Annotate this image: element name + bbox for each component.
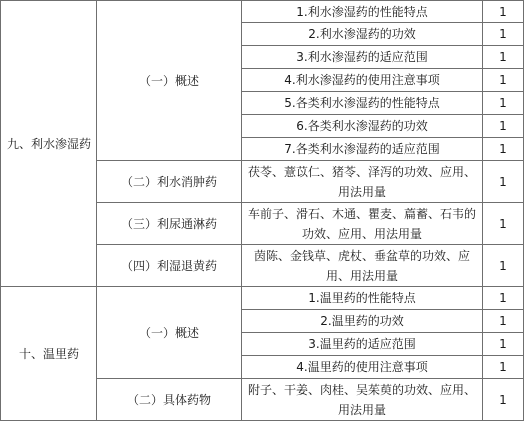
level-cell: 1 (483, 46, 524, 69)
level-cell: 1 (483, 69, 524, 92)
section-cell: （四）利湿退黄药 (97, 245, 242, 287)
point-cell: 4.利水渗湿药的使用注意事项 (242, 69, 483, 92)
point-cell: 车前子、滑石、木通、瞿麦、萹蓄、石韦的功效、应用、用法用量 (242, 203, 483, 245)
level-cell: 1 (483, 203, 524, 245)
point-cell: 3.温里药的适应范围 (242, 333, 483, 356)
level-cell: 1 (483, 356, 524, 379)
table-row (1, 1, 524, 23)
point-cell: 2.温里药的功效 (242, 310, 483, 333)
point-cell: 6.各类利水渗湿药的功效 (242, 115, 483, 138)
unit-title: 九、利水渗湿药 (6, 136, 91, 151)
level-cell: 1 (483, 287, 524, 310)
unit-cell (1, 287, 97, 421)
point-cell: 4.温里药的使用注意事项 (242, 356, 483, 379)
point-cell: 5.各类利水渗湿药的性能特点 (242, 92, 483, 115)
level-cell: 1 (483, 115, 524, 138)
table-row (1, 287, 524, 310)
level-cell: 1 (483, 1, 524, 23)
point-cell: 附子、干姜、肉桂、吴茱萸的功效、应用、用法用量 (242, 379, 483, 421)
level-cell: 1 (483, 161, 524, 203)
level-cell: 1 (483, 23, 524, 46)
section-cell: （二）具体药物 (97, 379, 242, 421)
level-cell: 1 (483, 333, 524, 356)
section-cell: （三）利尿通淋药 (97, 203, 242, 245)
section-cell: （二）利水消肿药 (97, 161, 242, 203)
level-cell: 1 (483, 310, 524, 333)
section-cell: （一）概述 (97, 1, 242, 161)
point-cell: 3.利水渗湿药的适应范围 (242, 46, 483, 69)
unit-cell (1, 1, 97, 287)
point-cell: 1.利水渗湿药的性能特点 (242, 1, 483, 23)
level-cell: 1 (483, 138, 524, 161)
level-cell: 1 (483, 379, 524, 421)
point-cell: 2.利水渗湿药的功效 (242, 23, 483, 46)
level-cell: 1 (483, 245, 524, 287)
point-cell: 1.温里药的性能特点 (242, 287, 483, 310)
point-cell: 茯苓、薏苡仁、猪苓、泽泻的功效、应用、用法用量 (242, 161, 483, 203)
point-cell: 茵陈、金钱草、虎杖、垂盆草的功效、应用、用法用量 (242, 245, 483, 287)
unit-title: 十、温里药 (18, 346, 79, 361)
section-cell: （一）概述 (97, 287, 242, 379)
level-cell: 1 (483, 92, 524, 115)
point-cell: 7.各类利水渗湿药的适应范围 (242, 138, 483, 161)
